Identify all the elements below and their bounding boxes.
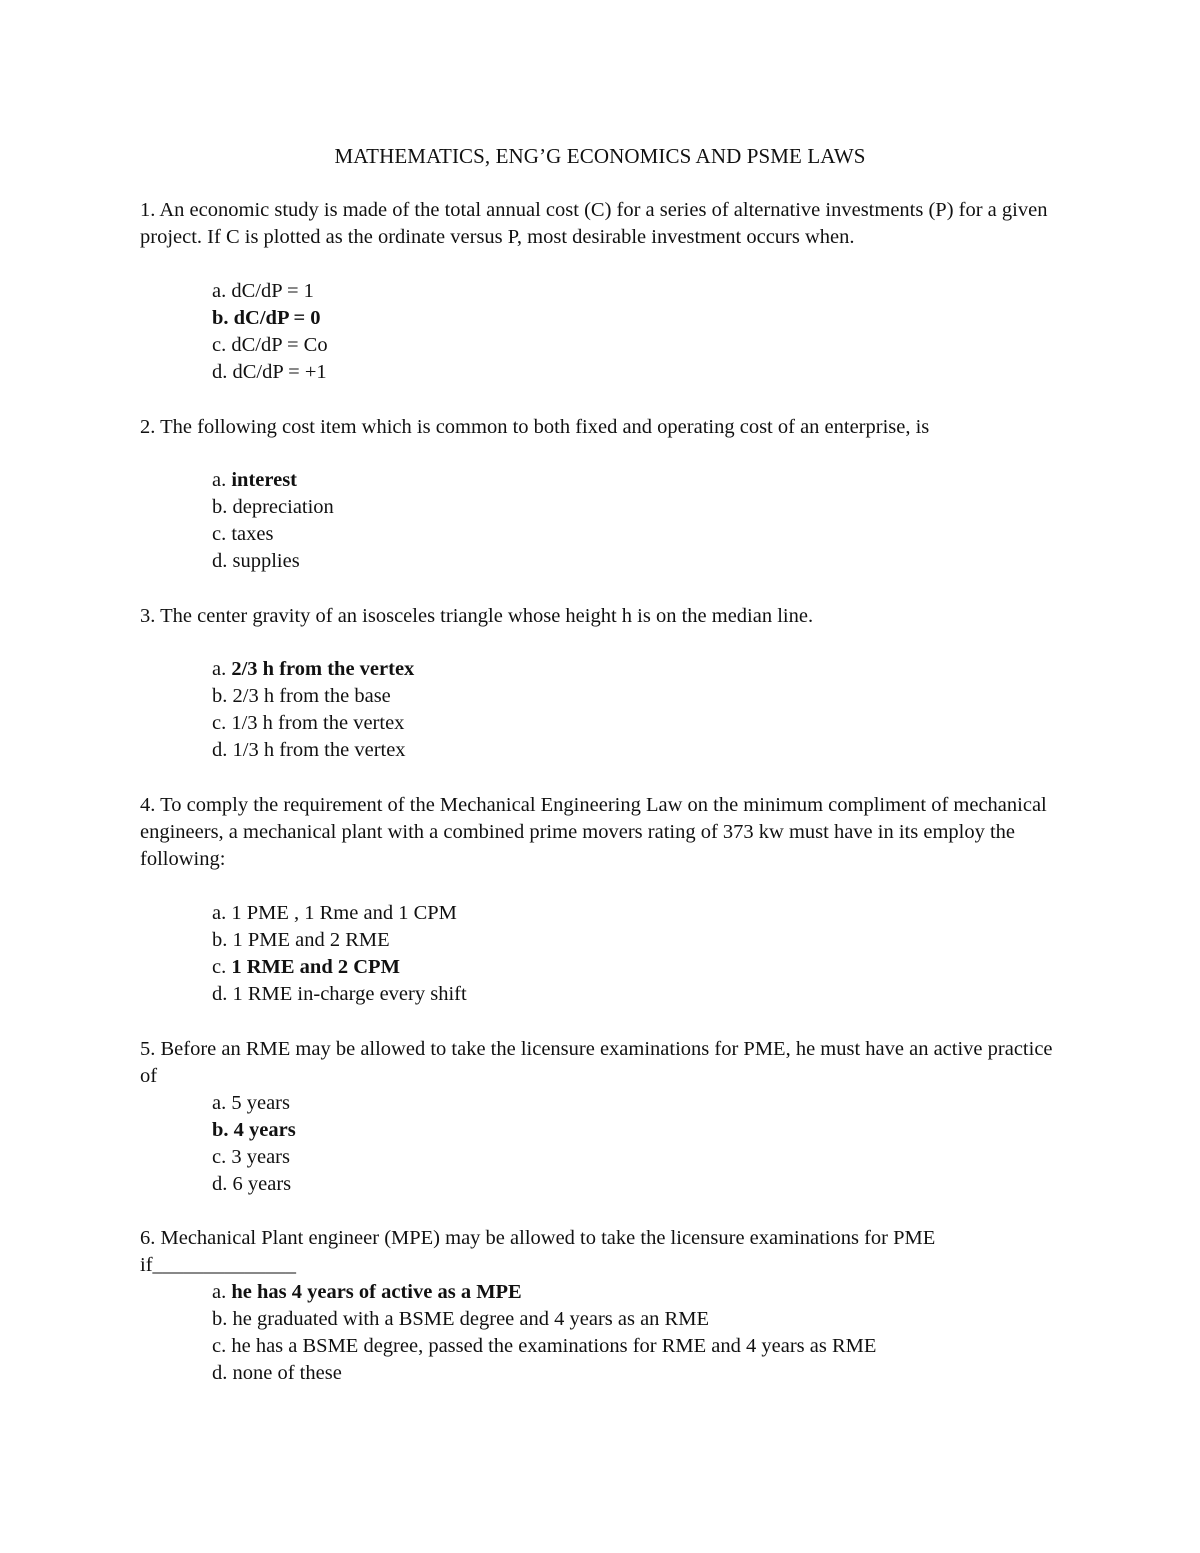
- option-text: none of these: [232, 1362, 342, 1384]
- question-5-text: 5. Before an RME may be allowed to take the licensure examinations for PME, he must have an active practice of: [140, 1038, 1053, 1087]
- option-6d: [212, 1360, 1072, 1387]
- option-letter: c.: [212, 712, 227, 734]
- option-4d: [212, 981, 1072, 1008]
- option-text: dC/dP = 1: [231, 280, 314, 302]
- option-letter: b.: [212, 685, 228, 707]
- option-6c: [212, 1333, 1072, 1360]
- option-text: 4 years: [233, 1119, 296, 1141]
- option-letter: c.: [212, 523, 227, 545]
- option-3a-answer: [212, 656, 1072, 683]
- option-letter: d.: [212, 361, 228, 383]
- option-1b-answer: [212, 305, 1072, 332]
- option-text: 1 PME and 2 RME: [232, 929, 390, 951]
- option-3b: [212, 683, 1072, 710]
- option-letter: b.: [212, 1308, 228, 1330]
- option-text: dC/dP = 0: [233, 307, 321, 329]
- option-text: depreciation: [232, 496, 334, 518]
- option-letter: a.: [212, 902, 227, 924]
- option-letter: b.: [212, 496, 228, 518]
- option-text: supplies: [232, 550, 300, 572]
- option-6b: [212, 1306, 1072, 1333]
- option-5b-answer: [212, 1117, 1072, 1144]
- option-text: 2/3 h from the base: [232, 685, 391, 707]
- option-text: he has 4 years of active as a MPE: [231, 1281, 522, 1303]
- option-text: 1 RME in-charge every shift: [232, 983, 467, 1005]
- option-4b: [212, 927, 1072, 954]
- question-4-text: 4. To comply the requirement of the Mechanical Engineering Law on the minimum compliment of mechanical engineers, a mechanical plant with a combined prime movers rating of 373 kw must have in its employ the following:: [140, 794, 1047, 870]
- option-letter: a.: [212, 658, 227, 680]
- option-2c: [212, 521, 1072, 548]
- option-3c: [212, 710, 1072, 737]
- option-5c: [212, 1144, 1072, 1171]
- option-letter: a.: [212, 469, 227, 491]
- option-letter: a.: [212, 1092, 227, 1114]
- question-6-text: 6. Mechanical Plant engineer (MPE) may be allowed to take the licensure examinations for PME if______________: [140, 1227, 936, 1276]
- option-letter: b.: [212, 307, 229, 329]
- option-letter: a.: [212, 1281, 227, 1303]
- option-letter: d.: [212, 1173, 228, 1195]
- option-letter: c.: [212, 1335, 227, 1357]
- option-text: 1/3 h from the vertex: [232, 739, 406, 761]
- option-letter: d.: [212, 983, 228, 1005]
- option-letter: b.: [212, 929, 228, 951]
- option-text: dC/dP = +1: [232, 361, 327, 383]
- option-letter: d.: [212, 1362, 228, 1384]
- option-3d: [212, 737, 1072, 764]
- option-text: 5 years: [231, 1092, 290, 1114]
- question-2-options: [212, 467, 1072, 575]
- option-1c: [212, 332, 1072, 359]
- option-text: 1/3 h from the vertex: [231, 712, 405, 734]
- option-text: he has a BSME degree, passed the examinations for RME and 4 years as RME: [231, 1335, 877, 1357]
- option-text: 6 years: [232, 1173, 292, 1195]
- option-letter: b.: [212, 1119, 229, 1141]
- option-text: 1 RME and 2 CPM: [231, 956, 400, 978]
- option-letter: c.: [212, 334, 227, 356]
- page-title: MATHEMATICS, ENG’G ECONOMICS AND PSME LAWS: [334, 144, 866, 168]
- question-6-options: [212, 1279, 1072, 1387]
- question-1-options: [212, 278, 1072, 386]
- option-2a-answer: [212, 467, 1072, 494]
- question-3-text: 3. The center gravity of an isosceles triangle whose height h is on the median line.: [140, 605, 814, 627]
- option-1a: [212, 278, 1072, 305]
- option-2d: [212, 548, 1072, 575]
- question-2-text: 2. The following cost item which is common to both fixed and operating cost of an enterprise, is: [140, 416, 930, 438]
- option-5d: [212, 1171, 1072, 1198]
- option-1d: [212, 359, 1072, 386]
- question-1-text: 1. An economic study is made of the total annual cost (C) for a series of alternative investments (P) for a given project. If C is plotted as the ordinate versus P, most desirable investment occurs when.: [140, 199, 1048, 248]
- option-5a: [212, 1090, 1072, 1117]
- option-text: interest: [231, 469, 298, 491]
- option-text: dC/dP = Co: [231, 334, 328, 356]
- option-letter: d.: [212, 550, 228, 572]
- option-letter: c.: [212, 1146, 227, 1168]
- option-letter: a.: [212, 280, 227, 302]
- option-2b: [212, 494, 1072, 521]
- option-4a: [212, 900, 1072, 927]
- option-4c-answer: [212, 954, 1072, 981]
- option-text: 3 years: [231, 1146, 290, 1168]
- option-6a-answer: [212, 1279, 1072, 1306]
- option-text: 1 PME , 1 Rme and 1 CPM: [231, 902, 457, 924]
- option-text: 2/3 h from the vertex: [231, 658, 415, 680]
- option-text: taxes: [231, 523, 274, 545]
- question-4-options: [212, 900, 1072, 1008]
- question-5-options: [212, 1090, 1072, 1198]
- option-text: he graduated with a BSME degree and 4 years as an RME: [232, 1308, 709, 1330]
- option-letter: d.: [212, 739, 228, 761]
- option-letter: c.: [212, 956, 227, 978]
- question-3-options: [212, 656, 1072, 764]
